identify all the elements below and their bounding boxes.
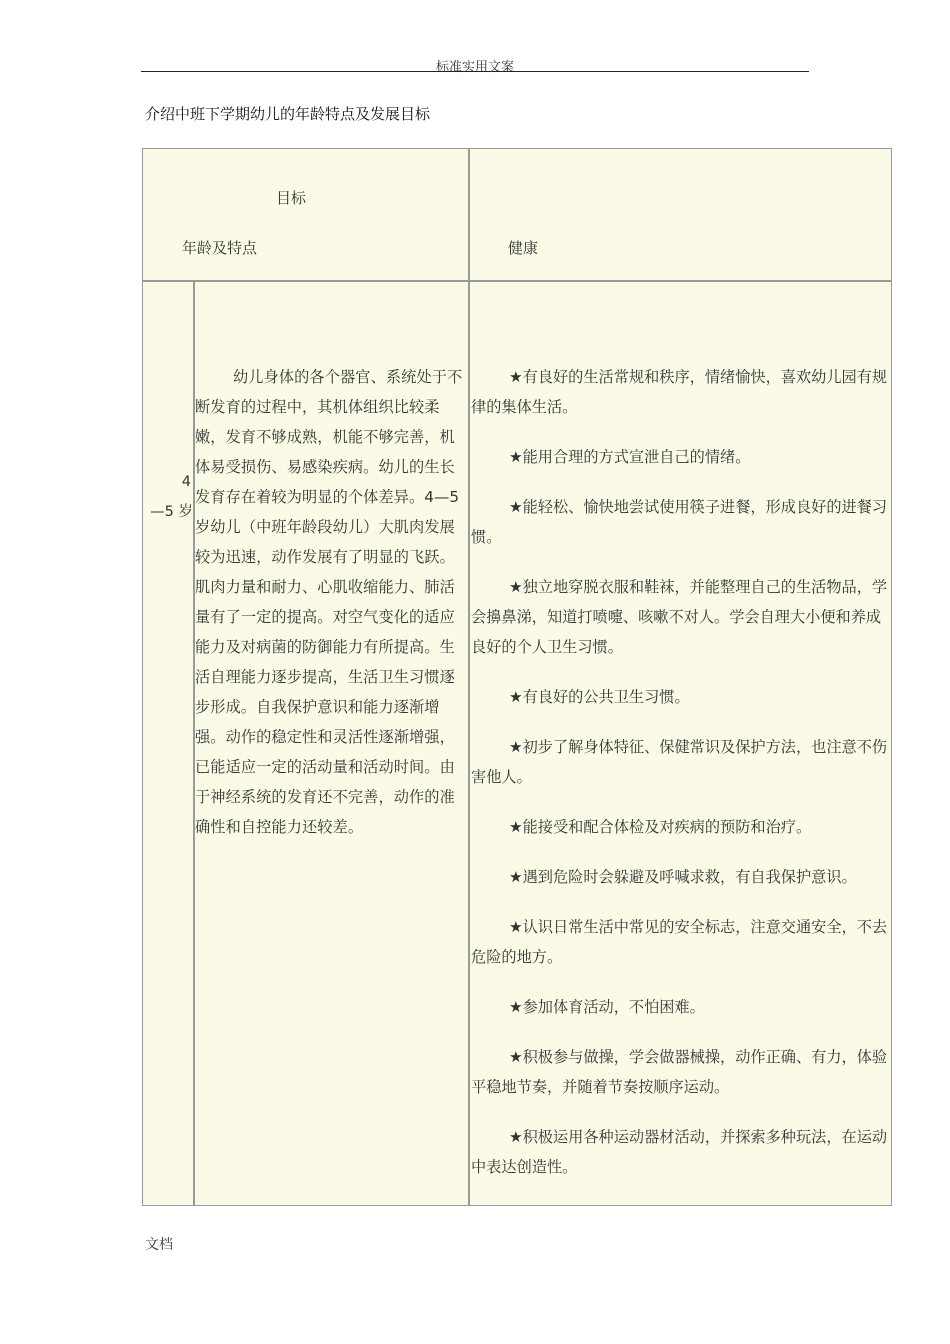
goal-item: ★初步了解身体特征、保健常识及保护方法，也注意不伤害他人。 [471, 738, 888, 786]
health-goals-list [471, 362, 896, 1202]
goals-table [142, 148, 892, 1206]
age-range-line2: —5 岁 [150, 504, 193, 520]
domain-label: 健康 [508, 239, 539, 257]
goal-item: ★认识日常生活中常见的安全标志，注意交通安全，不去危险的地方。 [471, 918, 888, 966]
age-label: 年龄及特点 [182, 239, 258, 257]
goal-item: ★有良好的生活常规和秩序，情绪愉快，喜欢幼儿园有规律的集体生活。 [471, 368, 888, 416]
goal-item: ★积极参与做操，学会做器械操，动作正确、有力，体验平稳地节奏，并随着节奏按顺序运动。 [471, 1048, 888, 1096]
goal-item: ★积极运用各种运动器材活动，并探索多种玩法，在运动中表达创造性。 [471, 1128, 888, 1176]
age-characteristics: 幼儿身体的各个器官、系统处于不断发育的过程中，其机体组织比较柔嫩，发育不够成熟，机能不够完善，机体易受损伤、易感染疾病。幼儿的生长发育存在着较为明显的个体差异。4—5 岁幼儿（中班年龄段幼儿）大肌肉发展较为迅速，动作发展有了明显的飞跃。肌肉力量和耐力、心肌收缩能力、肺活量有了一定的提高。对空气变化的适应能力及对病菌的防御能力有所提高。生活自理能力逐步提高，生活卫生习惯逐步形成。自我保护意识和能力逐渐增强。动作的稳定性和灵活性逐渐增强，已能适应一定的活动量和活动时间。由于神经系统的发育还不完善，动作的准确性和自控能力还较差。 [195, 368, 463, 836]
goal-item: ★能轻松、愉快地尝试使用筷子进餐，形成良好的进餐习惯。 [471, 498, 888, 546]
age-range-line1: 4 [181, 474, 191, 490]
age-range [143, 467, 193, 527]
goal-item: ★独立地穿脱衣服和鞋袜，并能整理自己的生活物品，学会擤鼻涕，知道打喷嚏、咳嗽不对人。学会自理大小便和养成良好的个人卫生习惯。 [471, 578, 888, 656]
goal-item: ★参加体育活动，不怕困难。 [509, 998, 705, 1016]
table-row-divider [143, 280, 891, 282]
goal-item: ★能用合理的方式宣泄自己的情绪。 [509, 448, 751, 466]
table-column-divider [468, 149, 470, 1205]
header-rule [141, 71, 809, 72]
document-title: 介绍中班下学期幼儿的年龄特点及发展目标 [145, 105, 431, 123]
page-footer: 文档 [145, 1237, 173, 1253]
goal-item: ★有良好的公共卫生习惯。 [509, 688, 690, 706]
goal-item: ★能接受和配合体检及对疾病的预防和治疗。 [509, 818, 812, 836]
goal-label: 目标 [276, 189, 307, 207]
goal-item: ★遇到危险时会躲避及呼喊求救，有自我保护意识。 [509, 868, 857, 886]
page-header: 标准实用文案 [435, 60, 514, 75]
